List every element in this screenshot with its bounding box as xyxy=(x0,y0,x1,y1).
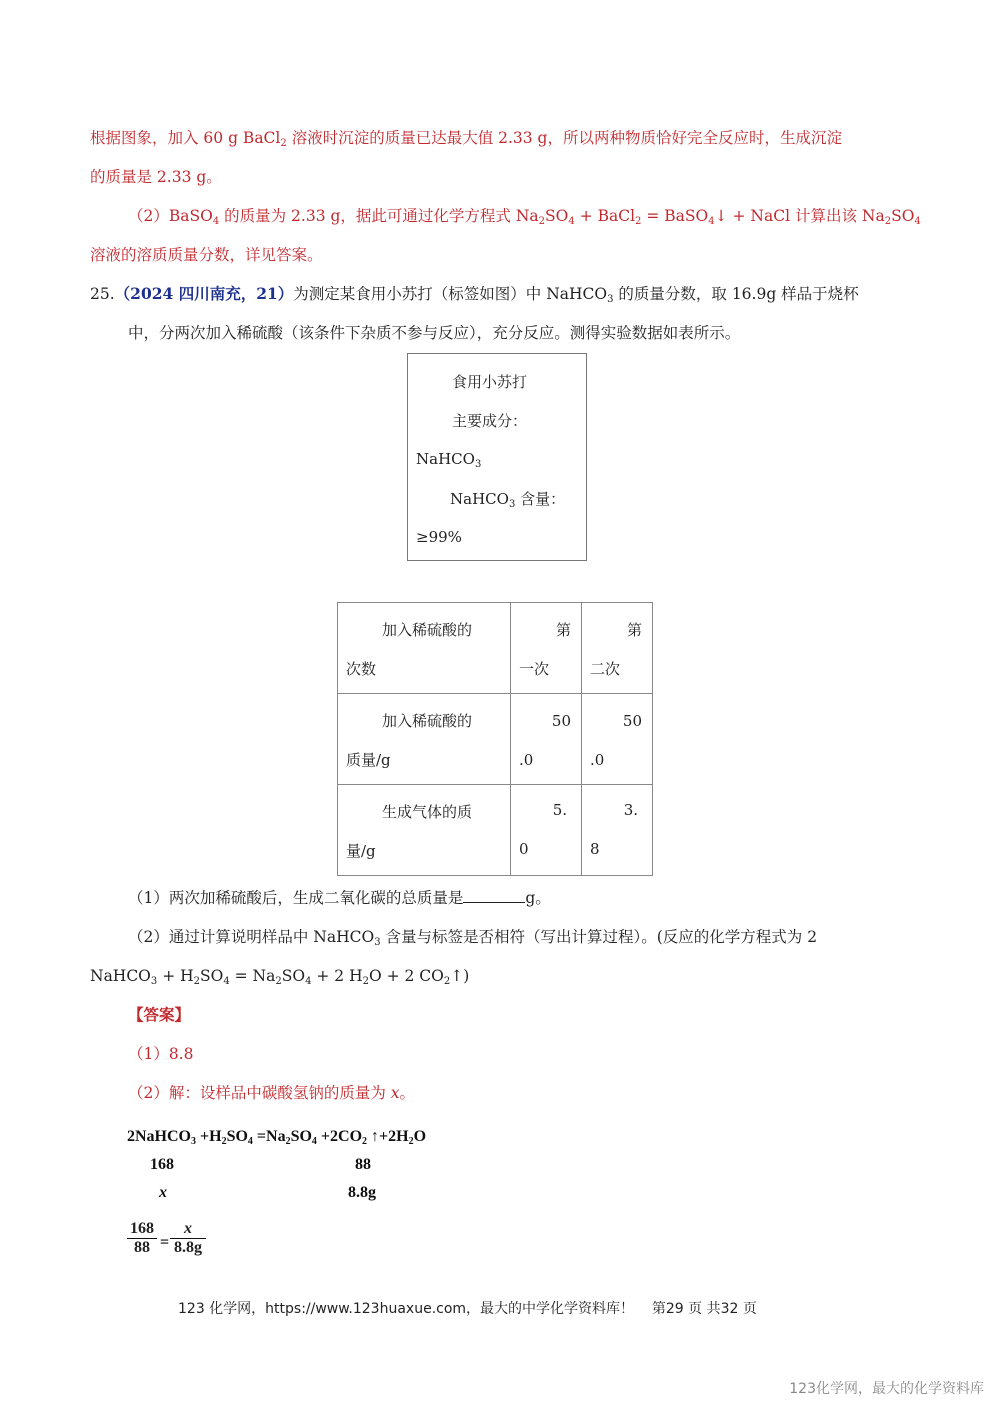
cell-text: 一次 xyxy=(519,660,550,678)
label-content-value: ≥99% xyxy=(416,528,462,546)
explanation-line-3 xyxy=(128,206,921,226)
text: ↓ + NaCl 计算出该 Na xyxy=(714,207,885,225)
denominator: 8.8g xyxy=(174,1239,202,1256)
cell-text: 生成气体的质 xyxy=(382,803,473,821)
table-row xyxy=(338,694,653,785)
text: + H xyxy=(157,967,194,985)
table-row xyxy=(338,603,653,694)
question-line-1 xyxy=(90,284,859,304)
text: = Na xyxy=(229,967,276,985)
text: NaHCO xyxy=(90,967,151,985)
reaction-equation xyxy=(90,966,469,986)
subscript: 2 xyxy=(362,976,369,987)
product-label xyxy=(407,353,587,561)
text: 为测定某食用小苏打（标签如图）中 NaHCO xyxy=(293,285,608,303)
table-cell xyxy=(338,694,511,785)
fraction-right xyxy=(170,1220,206,1257)
text: 2NaHCO xyxy=(127,1128,191,1145)
text: SO xyxy=(290,1128,312,1145)
mass-right: 8.8g xyxy=(348,1184,376,1201)
answer-heading: 【答案】 xyxy=(128,1005,191,1024)
text: SO xyxy=(281,967,306,985)
label-content xyxy=(450,488,565,509)
cell-text: 第 xyxy=(626,621,642,639)
cell-text: .0 xyxy=(519,751,534,769)
cell-text: 次数 xyxy=(346,660,377,678)
text: （2）通过计算说明样品中 NaHCO xyxy=(128,928,375,946)
table-cell xyxy=(338,785,511,876)
subscript: 2 xyxy=(884,216,892,227)
subscript: 2 xyxy=(362,1136,368,1147)
cell-text: .0 xyxy=(590,751,605,769)
numerator: 168 xyxy=(130,1220,154,1237)
subscript: 2 xyxy=(635,216,642,227)
table-cell xyxy=(582,785,653,876)
fraction-left xyxy=(127,1220,157,1257)
explanation-line-4: 溶液的溶质质量分数，详见答案。 xyxy=(90,246,323,264)
answer-1: （1）8.8 xyxy=(128,1045,194,1063)
subscript: 3 xyxy=(474,459,482,470)
page-footer xyxy=(178,1298,757,1318)
cell-text: 质量/g xyxy=(346,751,391,769)
answer-2 xyxy=(128,1083,415,1103)
table-cell xyxy=(511,694,582,785)
label-ingredient xyxy=(416,450,481,468)
footer-text: 123 化学网，https://www.123huaxue.com，最大的中学化学资料库！ xyxy=(178,1301,635,1317)
subscript: 4 xyxy=(247,1136,253,1147)
page-number: 第29 页 共32 页 xyxy=(651,1301,757,1317)
sub-question-2 xyxy=(128,927,817,947)
cell-text: 量/g xyxy=(346,842,376,860)
subscript: 2 xyxy=(538,216,546,227)
text: O + 2 CO xyxy=(368,967,444,985)
solution-equation xyxy=(127,1128,426,1146)
subscript: 3 xyxy=(607,294,614,305)
subscript: 4 xyxy=(914,216,921,227)
text: +2CO xyxy=(316,1128,363,1145)
molar-mass-right: 88 xyxy=(355,1156,371,1173)
table-cell xyxy=(511,785,582,876)
cell-text: 50 xyxy=(551,712,571,730)
text: + BaCl xyxy=(574,207,636,225)
cell-text: 二次 xyxy=(590,660,621,678)
mass-left: x xyxy=(159,1184,167,1201)
cell-text: 0 xyxy=(519,840,529,858)
text: SO xyxy=(226,1128,248,1145)
subscript: 2 xyxy=(193,976,200,987)
text: 含量与标签是否相符（写出计算过程）。(反应的化学方程式为 2 xyxy=(380,928,818,946)
sub-question-1 xyxy=(128,888,551,908)
subscript: 4 xyxy=(305,976,312,987)
numerator: x xyxy=(184,1220,192,1237)
question-source: （2024 四川南充，21） xyxy=(114,284,294,303)
subscript: 3 xyxy=(150,976,158,987)
subscript: 4 xyxy=(568,216,575,227)
text: O xyxy=(413,1128,427,1145)
text: 的质量分数，取 16.9g 样品于烧杯 xyxy=(613,285,859,303)
subscript: 2 xyxy=(221,1136,227,1147)
text: （2）BaSO xyxy=(128,207,213,225)
text: = BaSO xyxy=(641,207,709,225)
cell-text: 第 xyxy=(555,621,571,639)
text: 溶液时沉淀的质量已达最大值 2.33 g，所以两种物质恰好完全反应时，生成沉淀 xyxy=(286,129,842,147)
text: SO xyxy=(891,207,915,225)
variable: x xyxy=(390,1084,400,1102)
text: + 2 H xyxy=(311,967,363,985)
subscript: 2 xyxy=(408,1136,414,1147)
cell-text: 加入稀硫酸的 xyxy=(382,712,473,730)
cell-text: 5. xyxy=(552,801,567,819)
subscript: 4 xyxy=(223,976,230,987)
data-table xyxy=(337,602,653,876)
subscript: 2 xyxy=(285,1136,291,1147)
text: SO xyxy=(545,207,569,225)
denominator: 88 xyxy=(134,1239,150,1256)
text: +H xyxy=(196,1128,222,1145)
text: g。 xyxy=(525,889,551,907)
subscript: 2 xyxy=(443,976,451,987)
subscript: 4 xyxy=(708,216,715,227)
table-cell xyxy=(582,603,653,694)
text: （2）解：设样品中碳酸氢钠的质量为 xyxy=(128,1084,391,1102)
explanation-line-1 xyxy=(90,128,842,148)
question-line-2: 中，分两次加入稀硫酸（该条件下杂质不参与反应），充分反应。测得实验数据如表所示。 xyxy=(128,324,741,342)
watermark: 123化学网，最大的化学资料库 xyxy=(789,1381,984,1397)
subscript: 2 xyxy=(275,976,282,987)
molar-mass-left: 168 xyxy=(150,1156,174,1173)
table-cell xyxy=(338,603,511,694)
text: NaHCO xyxy=(416,450,475,468)
cell-text: 加入稀硫酸的 xyxy=(382,621,473,639)
subscript: 4 xyxy=(212,216,220,227)
equals-sign: = xyxy=(160,1234,170,1251)
text: 含量： xyxy=(515,490,566,508)
subscript: 3 xyxy=(374,937,381,948)
text: 。 xyxy=(399,1084,416,1102)
cell-text: 50 xyxy=(622,712,642,730)
text: 根据图象，加入 60 g BaCl xyxy=(90,129,281,147)
text: 的质量为 2.33 g，据此可通过化学方程式 Na xyxy=(219,207,539,225)
text: =Na xyxy=(252,1128,286,1145)
text: ↑) xyxy=(450,967,470,985)
text: （1）两次加稀硫酸后，生成二氧化碳的总质量是 xyxy=(128,889,464,907)
answer-blank xyxy=(463,888,525,903)
question-number: 25. xyxy=(90,285,115,303)
cell-text: 8 xyxy=(590,840,600,858)
subscript: 2 xyxy=(280,138,287,149)
label-ingredient-heading: 主要成分： xyxy=(452,412,528,430)
text: ↑+2H xyxy=(367,1128,409,1145)
cell-text: 3. xyxy=(623,801,638,819)
text: SO xyxy=(200,967,224,985)
subscript: 3 xyxy=(508,499,516,510)
label-title: 食用小苏打 xyxy=(452,373,528,391)
table-cell xyxy=(582,694,653,785)
explanation-line-2: 的质量是 2.33 g。 xyxy=(90,168,222,186)
subscript: 4 xyxy=(311,1136,317,1147)
table-cell xyxy=(511,603,582,694)
subscript: 3 xyxy=(191,1136,196,1147)
table-row xyxy=(338,785,653,876)
text: NaHCO xyxy=(450,490,509,508)
